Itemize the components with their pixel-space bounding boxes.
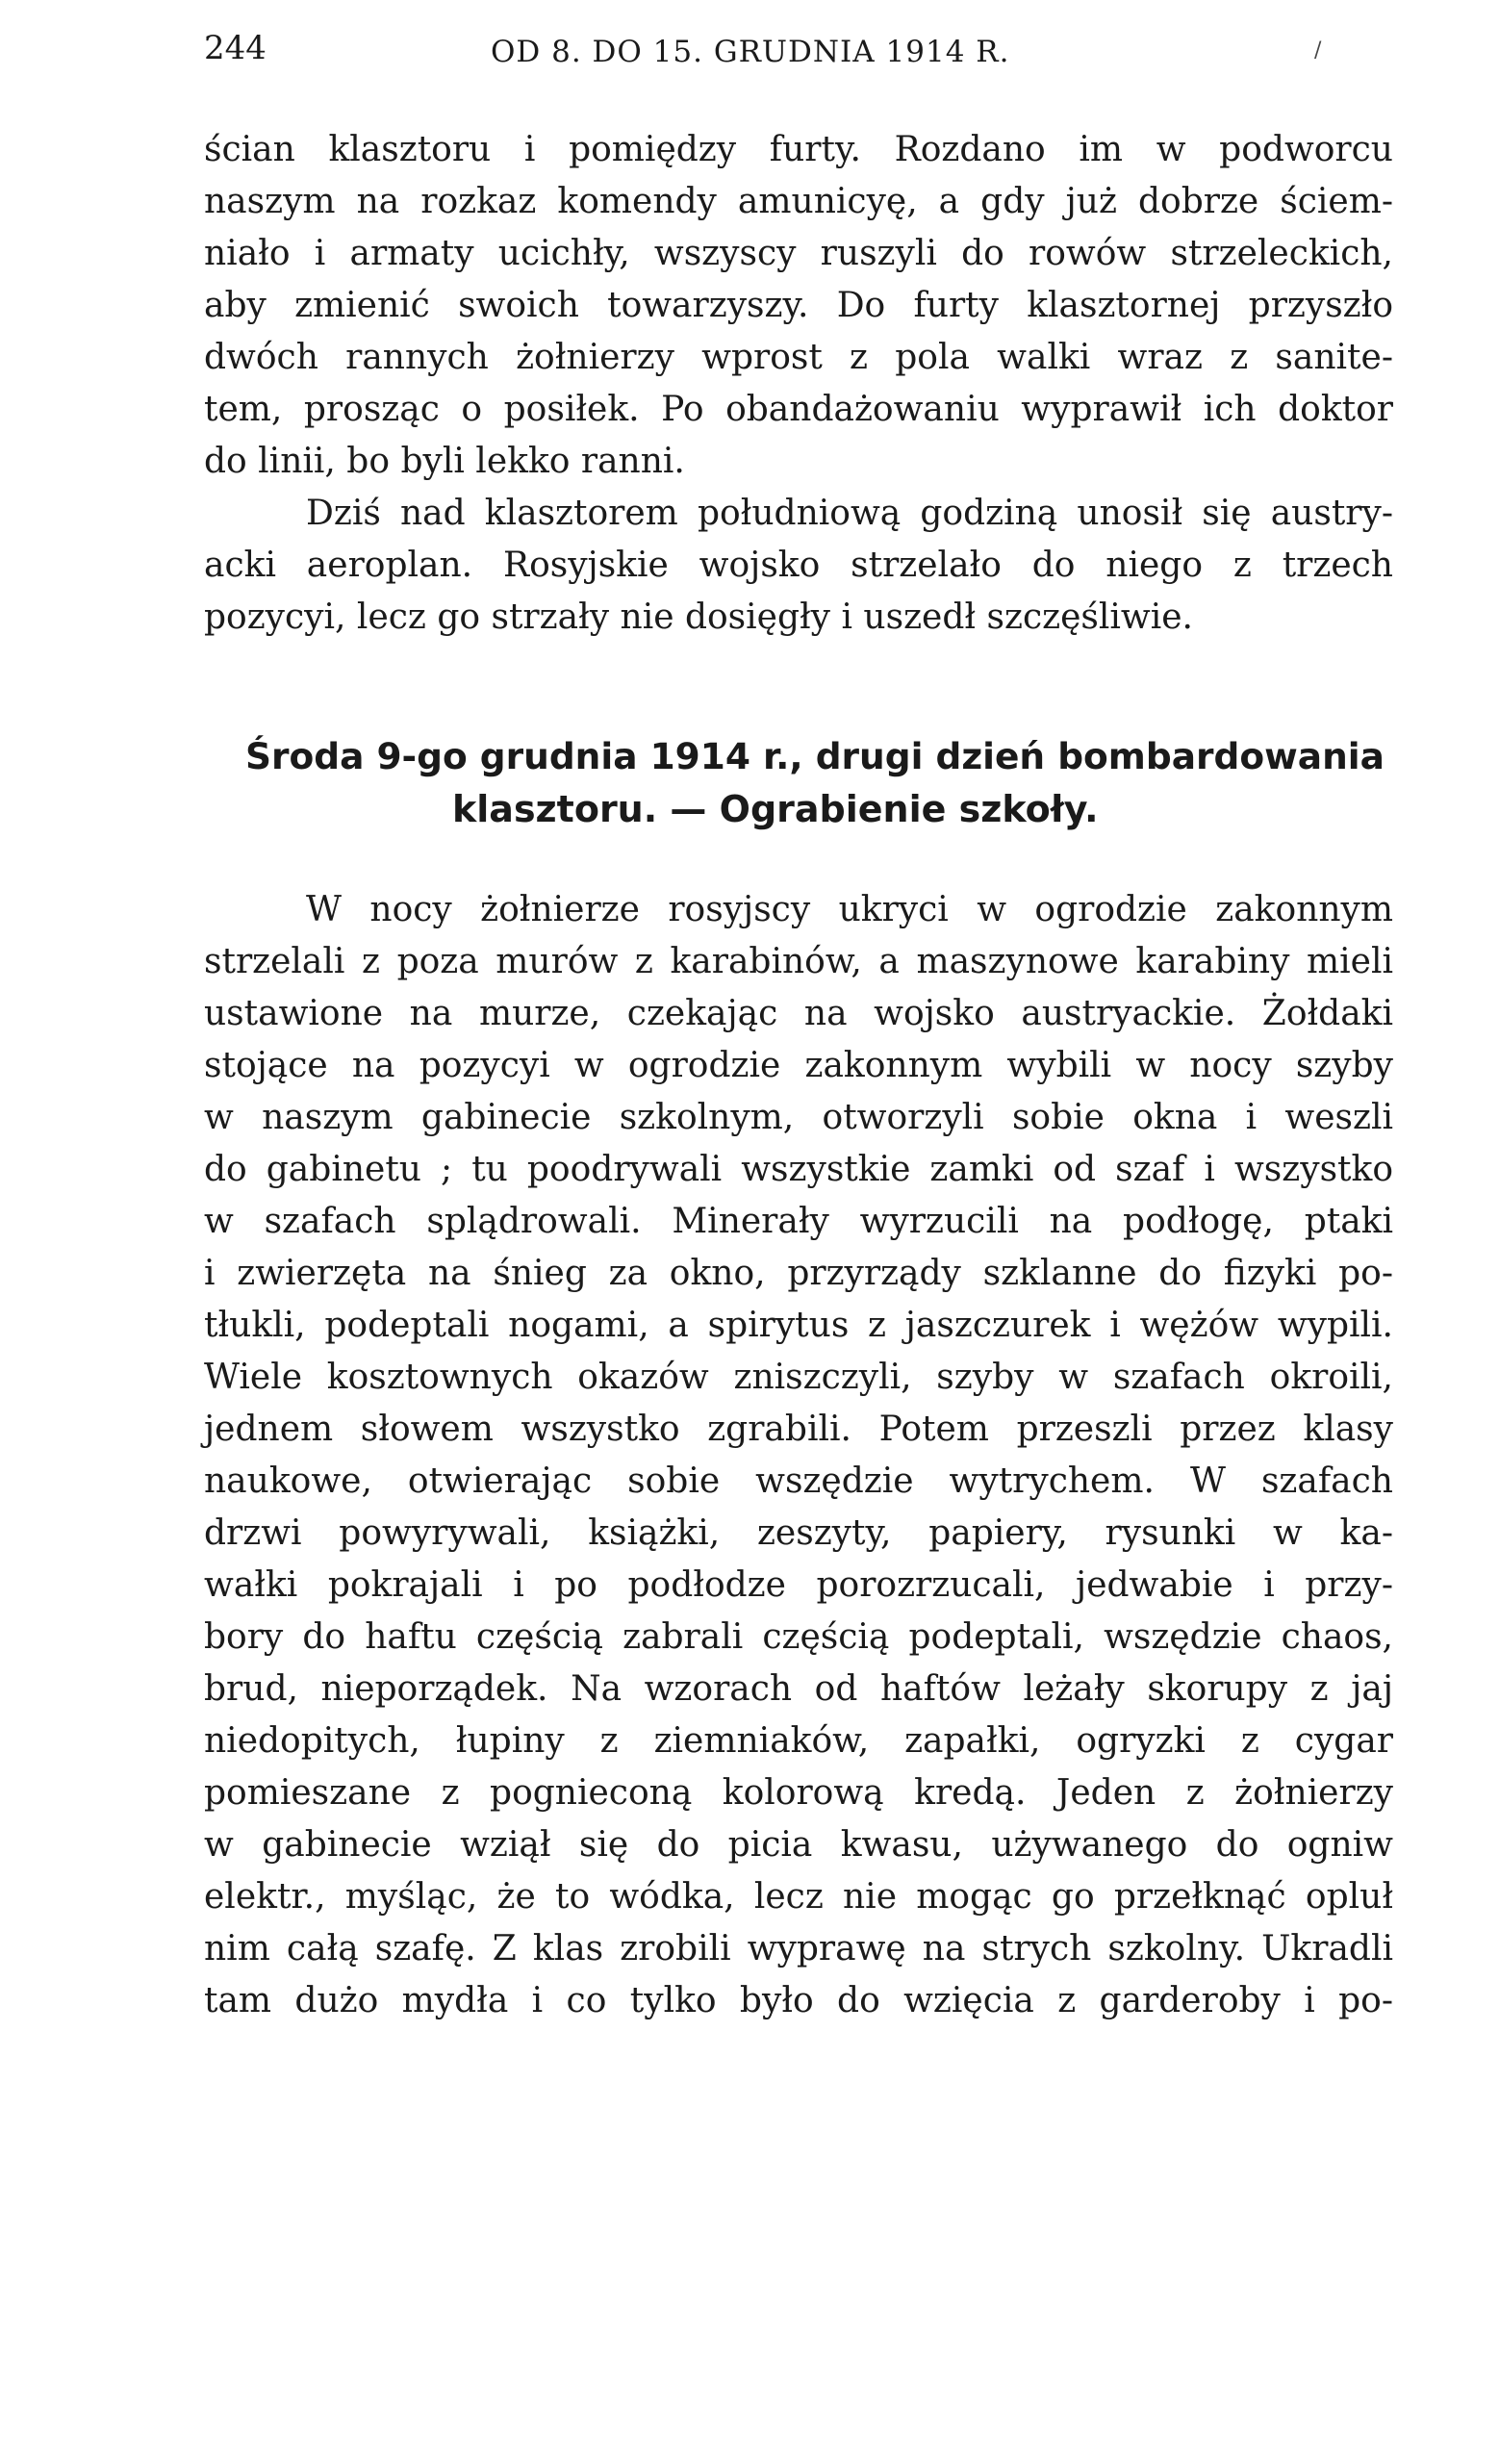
running-header (0, 29, 1499, 87)
text-line: naukowe, otwierając sobie wszędzie wytrychem. W szafach (204, 1461, 1393, 1501)
text-line: ścian klasztoru i pomiędzy furty. Rozdano im w podworcu (204, 130, 1393, 169)
margin-mark: / (1314, 38, 1322, 63)
text-line: i zwierzęta na śnieg za okno, przyrządy szklanne do fizyki po- (204, 1254, 1393, 1293)
text-line: dwóch rannych żołnierzy wprost z pola walki wraz z sanite- (204, 338, 1393, 377)
text-line: niedopitych, łupiny z ziemniaków, zapałki, ogryzki z cygar (204, 1721, 1393, 1761)
text-line: brud, nieporządek. Na wzorach od haftów leżały skorupy z jaj (204, 1669, 1393, 1709)
text-line: do gabinetu ; tu poodrywali wszystkie zamki od szaf i wszystko (204, 1150, 1393, 1189)
text-line: acki aeroplan. Rosyjskie wojsko strzelało do niego z trzech (204, 546, 1393, 585)
text-line: bory do haftu częścią zabrali częścią podeptali, wszędzie chaos, (204, 1617, 1393, 1657)
text-line: w szafach splądrowali. Minerały wyrzucili na podłogę, ptaki (204, 1202, 1393, 1241)
text-line: w gabinecie wziął się do picia kwasu, używanego do ogniw (204, 1825, 1393, 1865)
text-line: drzwi powyrywali, książki, zeszyty, papiery, rysunki w ka- (204, 1513, 1393, 1553)
text-line: niało i armaty ucichły, wszyscy ruszyli do rowów strzeleckich, (204, 234, 1393, 273)
section-heading: klasztoru. — Ograbienie szkoły. (452, 788, 1099, 830)
text-line: w naszym gabinecie szkolnym, otworzyli sobie okna i weszli (204, 1098, 1393, 1137)
text-line: W nocy żołnierze rosyjscy ukryci w ogrodzie zakonnym (306, 890, 1393, 929)
text-line: tam dużo mydła i co tylko było do wzięcia z garderoby i po- (204, 1981, 1393, 2020)
page-number: 244 (204, 29, 267, 67)
text-line: stojące na pozycyi w ogrodzie zakonnym wybili w nocy szyby (204, 1046, 1393, 1085)
text-line: ustawione na murze, czekając na wojsko austryackie. Żołdaki (204, 994, 1393, 1033)
text-line: Wiele kosztownych okazów zniszczyli, szyby w szafach okroili, (204, 1358, 1393, 1397)
text-line: aby zmienić swoich towarzyszy. Do furty klasztornej przyszło (204, 286, 1393, 325)
text-line: naszym na rozkaz komendy amunicyę, a gdy już dobrze ściem- (204, 182, 1393, 221)
text-line: elektr., myśląc, że to wódka, lecz nie mogąc go przełknąć opluł (204, 1877, 1393, 1917)
text-line: tłukli, podeptali nogami, a spirytus z jaszczurek i wężów wypili. (204, 1306, 1393, 1345)
text-line: pozycyi, lecz go strzały nie dosięgły i uszedł szczęśliwie. (204, 597, 1193, 637)
section-heading: Środa 9-go grudnia 1914 r., drugi dzień bombardowania (245, 735, 1385, 777)
text-line: strzelali z poza murów z karabinów, a maszynowe karabiny mieli (204, 942, 1393, 981)
text-line: wałki pokrajali i po podłodze porozrzucali, jedwabie i przy- (204, 1565, 1393, 1605)
text-line: pomieszane z pognieconą kolorową kredą. Jeden z żołnierzy (204, 1773, 1393, 1813)
text-line: tem, prosząc o posiłek. Po obandażowaniu wyprawił ich doktor (204, 390, 1393, 429)
text-line: jednem słowem wszystko zgrabili. Potem przeszli przez klasy (204, 1410, 1393, 1449)
text-line: Dziś nad klasztorem południową godziną unosił się austry- (306, 494, 1393, 533)
text-line: do linii, bo byli lekko ranni. (204, 442, 685, 481)
running-title: OD 8. DO 15. GRUDNIA 1914 R. (491, 35, 1010, 69)
text-line: nim całą szafę. Z klas zrobili wyprawę na strych szkolny. Ukradli (204, 1929, 1393, 1969)
